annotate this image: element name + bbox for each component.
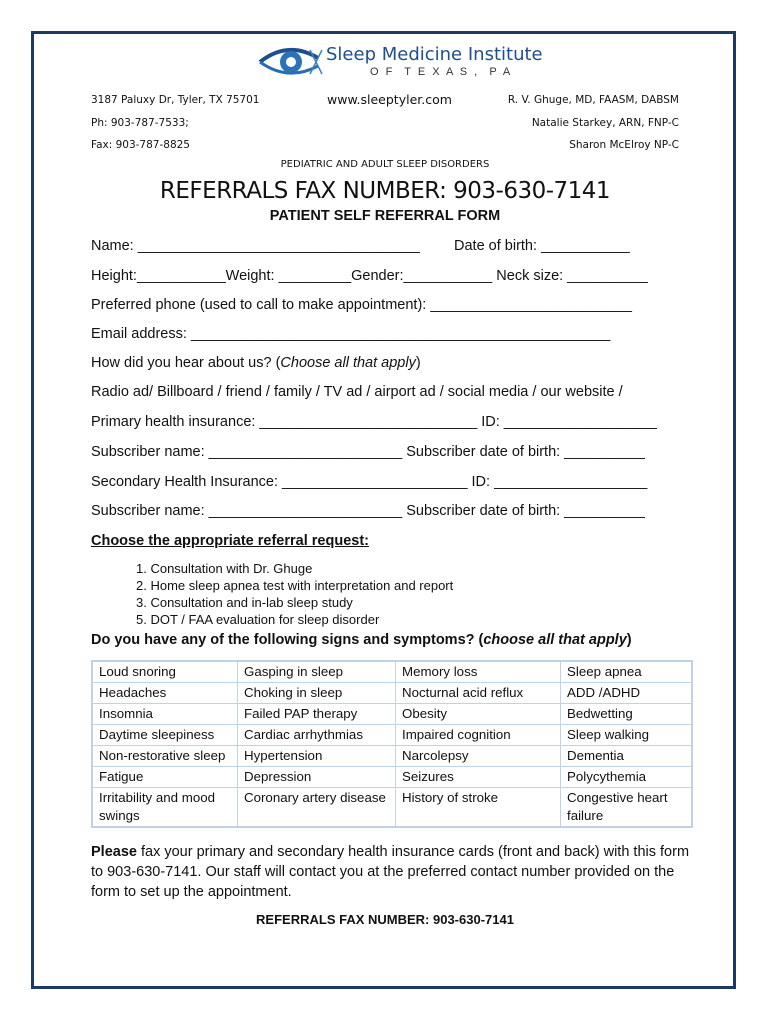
measures-field[interactable]: Height:___________Weight: _________Gender:___________ Neck size: __________	[91, 268, 648, 284]
eye-logo-icon	[258, 40, 324, 84]
page-title: REFERRALS FAX NUMBER: 903-630-7141	[159, 178, 611, 204]
footer-fax-number: REFERRALS FAX NUMBER: 903-630-7141	[256, 912, 514, 927]
subscriber-1-field[interactable]: Subscriber name: ________________________ Subscriber date of birth: __________	[91, 444, 645, 460]
phone: Ph: 903-787-7533;	[91, 117, 189, 129]
symptoms-heading-prefix: Do you have any of the following signs and symptoms? (	[91, 632, 484, 648]
symptom-cell[interactable]: ADD /ADHD	[561, 683, 693, 704]
table-row	[92, 704, 692, 725]
phone-field[interactable]: Preferred phone (used to call to make appointment): _________________________	[91, 297, 632, 313]
hear-prefix: How did you hear about us? (	[91, 355, 281, 371]
closing-text: fax your primary and secondary health insurance cards (front and back) with this form to 903-630-7141. Our staff will contact you at the preferred contact number provided on the form to set up the appointment.	[91, 844, 690, 900]
table-row	[92, 661, 692, 683]
brand-name: Sleep Medicine Institute	[326, 44, 543, 65]
hear-suffix: )	[415, 355, 421, 371]
symptom-cell[interactable]: Choking in sleep	[238, 683, 396, 704]
provider-1: R. V. Ghuge, MD, FAASM, DABSM	[507, 94, 679, 106]
table-row	[92, 767, 692, 788]
secondary-insurance-field[interactable]: Secondary Health Insurance: _______________________ ID: ___________________	[91, 474, 648, 490]
symptom-cell[interactable]: Cardiac arrhythmias	[238, 725, 396, 746]
table-row	[92, 746, 692, 767]
symptom-cell[interactable]: Narcolepsy	[396, 746, 561, 767]
symptom-cell[interactable]: Failed PAP therapy	[238, 704, 396, 725]
closing-paragraph	[91, 842, 691, 902]
table-row	[92, 788, 692, 828]
symptom-cell[interactable]: Non-restorative sleep	[92, 746, 238, 767]
provider-2: Natalie Starkey, ARN, FNP-C	[531, 117, 679, 129]
symptom-cell[interactable]: Hypertension	[238, 746, 396, 767]
symptoms-heading-suffix: )	[626, 632, 632, 648]
symptom-cell[interactable]: Insomnia	[92, 704, 238, 725]
symptom-cell[interactable]: Depression	[238, 767, 396, 788]
symptom-cell[interactable]: Irritability and mood swings	[92, 788, 238, 828]
logo	[258, 40, 543, 85]
symptom-cell[interactable]: Seizures	[396, 767, 561, 788]
symptoms-heading-italic: choose all that apply	[483, 632, 627, 648]
hear-question	[91, 355, 421, 371]
symptom-cell[interactable]: Sleep walking	[561, 725, 693, 746]
address: 3187 Paluxy Dr, Tyler, TX 75701	[91, 94, 260, 106]
referral-options	[136, 560, 453, 628]
name-field[interactable]: Name: ___________________________________	[91, 238, 420, 254]
symptom-cell[interactable]: Gasping in sleep	[238, 661, 396, 683]
symptom-cell[interactable]: Loud snoring	[92, 661, 238, 683]
provider-3: Sharon McElroy NP-C	[569, 139, 679, 151]
referral-option[interactable]: 2. Home sleep apnea test with interpretation and report	[136, 578, 454, 593]
referral-heading: Choose the appropriate referral request:	[91, 533, 369, 549]
form-subtitle: PATIENT SELF REFERRAL FORM	[269, 208, 501, 224]
symptom-cell[interactable]: Daytime sleepiness	[92, 725, 238, 746]
symptoms-table	[91, 660, 693, 828]
symptom-cell[interactable]: History of stroke	[396, 788, 561, 828]
referral-option[interactable]: 3. Consultation and in-lab sleep study	[136, 595, 353, 610]
symptom-cell[interactable]: Congestive heart failure	[561, 788, 693, 828]
table-row	[92, 725, 692, 746]
symptom-cell[interactable]: Bedwetting	[561, 704, 693, 725]
symptoms-heading	[91, 632, 632, 648]
referral-option[interactable]: 1. Consultation with Dr. Ghuge	[136, 561, 313, 576]
symptom-cell[interactable]: Coronary artery disease	[238, 788, 396, 828]
symptom-cell[interactable]: Memory loss	[396, 661, 561, 683]
hear-italic: Choose all that apply	[280, 355, 416, 371]
symptom-cell[interactable]: Fatigue	[92, 767, 238, 788]
brand-sub: O F T E X A S , P A	[370, 66, 513, 78]
symptom-cell[interactable]: Obesity	[396, 704, 561, 725]
subscriber-2-field[interactable]: Subscriber name: ________________________ Subscriber date of birth: __________	[91, 503, 645, 519]
dob-field[interactable]: Date of birth: ___________	[454, 238, 630, 254]
hear-options: Radio ad/ Billboard / friend / family / TV ad / airport ad / social media / our website /	[91, 384, 623, 400]
symptom-cell[interactable]: Impaired cognition	[396, 725, 561, 746]
symptom-cell[interactable]: Dementia	[561, 746, 693, 767]
tagline: PEDIATRIC AND ADULT SLEEP DISORDERS	[280, 159, 490, 170]
email-field[interactable]: Email address: ____________________________________________________	[91, 326, 611, 342]
fax: Fax: 903-787-8825	[91, 139, 190, 151]
symptom-cell[interactable]: Nocturnal acid reflux	[396, 683, 561, 704]
website: www.sleeptyler.com	[327, 92, 452, 107]
symptom-cell[interactable]: Headaches	[92, 683, 238, 704]
referral-option[interactable]: 5. DOT / FAA evaluation for sleep disorder	[136, 612, 380, 627]
symptom-cell[interactable]: Polycythemia	[561, 767, 693, 788]
primary-insurance-field[interactable]: Primary health insurance: ___________________________ ID: ___________________	[91, 414, 657, 430]
table-row	[92, 683, 692, 704]
closing-bold-word: Please	[91, 844, 137, 860]
symptom-cell[interactable]: Sleep apnea	[561, 661, 693, 683]
